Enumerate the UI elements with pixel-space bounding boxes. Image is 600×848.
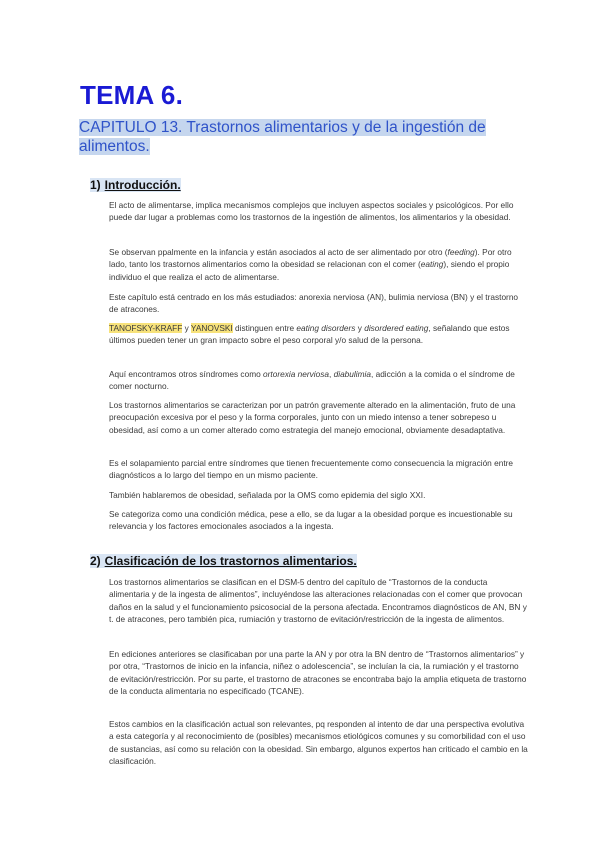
paragraph: También hablaremos de obesidad, señalada por la OMS como epidemia del siglo XXI. — [109, 490, 426, 500]
paragraph: Es el solapamiento parcial entre síndromes que tienen frecuentemente como consecuencia la migración entre diagnósticos a lo largo del tiempo en un mismo paciente. — [109, 458, 514, 481]
highlighted-author: YANOVSKI — [190, 323, 233, 333]
text-run: y — [182, 323, 191, 333]
paragraph: Se categoriza como una condición médica, pese a ello, se da lugar a la obesidad porque es incuestionable su relevancia y los factores emocionales asociados a la ingesta. — [109, 509, 513, 532]
text-run: distinguen entre — [232, 323, 297, 333]
section-heading-clasificacion — [90, 553, 357, 569]
paragraph — [109, 368, 529, 393]
chapter-title-text: CAPITULO 13. Trastornos alimentarios y de la ingestión de alimentos. — [79, 119, 486, 155]
section-number: 1) — [90, 178, 105, 192]
paragraph — [109, 246, 529, 283]
section-title: Clasificación de los trastornos alimentarios. — [104, 554, 357, 568]
section-heading-introduccion — [90, 177, 181, 193]
text-run: Aquí encontramos otros síndromes como — [109, 369, 264, 379]
section-number: 2) — [90, 554, 105, 568]
paragraph: Los trastornos alimentarios se clasifican en el DSM-5 dentro del capítulo de “Trastornos de la conducta alimentaria y de la ingesta de alimentos”, incluyéndose las alteraciones relacionadas con el comer que provocan daños en la salud y el funcionamiento psicosocial de la persona afectada. Encontramos diagnósticos de AN, BN y t. de atracones, pero también pica, rumiación y trastorno de evitación/restricción de la ingesta de alimentos. — [109, 577, 527, 624]
paragraph: Los trastornos alimentarios se caracterizan por un patrón gravemente alterado en la alimentación, fruto de una preocupación excesiva por el peso y la forma corporales, junto con un miedo intenso a tener sobrepeso u obesidad, así como a un comer alterado como estrategia del manejo emocional, obviamente desadaptativa. — [109, 400, 516, 435]
section-title: Introducción. — [104, 178, 181, 192]
paragraph: En ediciones anteriores se clasificaban por una parte la AN y por otra la BN dentro de “Trastornos alimentarios” y por otra, “Trastornos de inicio en la infancia, niñez o adolescencia”, se incluían la cia, la rumiación y el trastorno de evitación/restricción. Por su parte, el trastorno de atracones se encontraba bajo la amplia etiqueta de trastorno de la conducta alimentaria no especificado (TCANE). — [109, 649, 527, 696]
italic-term: eating disorders — [296, 323, 356, 333]
text-run: y — [355, 323, 365, 333]
text-run: ). Por otro lado, tanto los trastornos alimentarios como la obesidad se relacionan con el comer ( — [109, 247, 512, 270]
text-run: , adicción a la comida o el síndrome de comer nocturno. — [109, 369, 515, 392]
highlighted-author: TANOFSKY-KRAFF — [109, 323, 183, 333]
italic-term: diabulimia — [333, 369, 371, 379]
italic-term: ortorexia nerviosa — [263, 369, 329, 379]
page-title: TEMA 6. — [80, 80, 184, 110]
chapter-title — [79, 118, 499, 156]
italic-term: eating — [420, 259, 444, 270]
text-run: Se observan ppalmente en la infancia y están asociados al acto de ser alimentado por otro ( — [109, 247, 448, 257]
text-run: , — [328, 369, 334, 379]
paragraph — [109, 322, 529, 347]
paragraph: El acto de alimentarse, implica mecanismos complejos que incluyen aspectos sociales y psicológicos. Por ello puede dar lugar a problemas como los trastornos de la ingestión de alimentos, los alimentarios y la obesidad. — [109, 200, 514, 223]
italic-term: disordered eating — [364, 323, 429, 333]
text-run: , señalando que estos últimos pueden tener un gran impacto sobre el peso corporal y/o salud de la persona. — [109, 323, 510, 346]
paragraph: Este capítulo está centrado en los más estudiados: anorexia nerviosa (AN), bulimia nerviosa (BN) y el trastorno de atracones. — [109, 292, 519, 315]
italic-term: feeding — [447, 247, 475, 257]
text-run: ), siendo el propio individuo el que realiza el acto de alimentarse. — [109, 259, 510, 282]
paragraph: Estos cambios en la clasificación actual son relevantes, pq responden al intento de dar una perspectiva evolutiva a esta categoría y al reconocimiento de (posibles) mecanismos etiológicos comunes y su comorbilidad con el uso de sustancias, así como su relación con la obesidad. Sin embargo, algunos expertos han criticado el cambio en la clasificación. — [109, 719, 528, 766]
